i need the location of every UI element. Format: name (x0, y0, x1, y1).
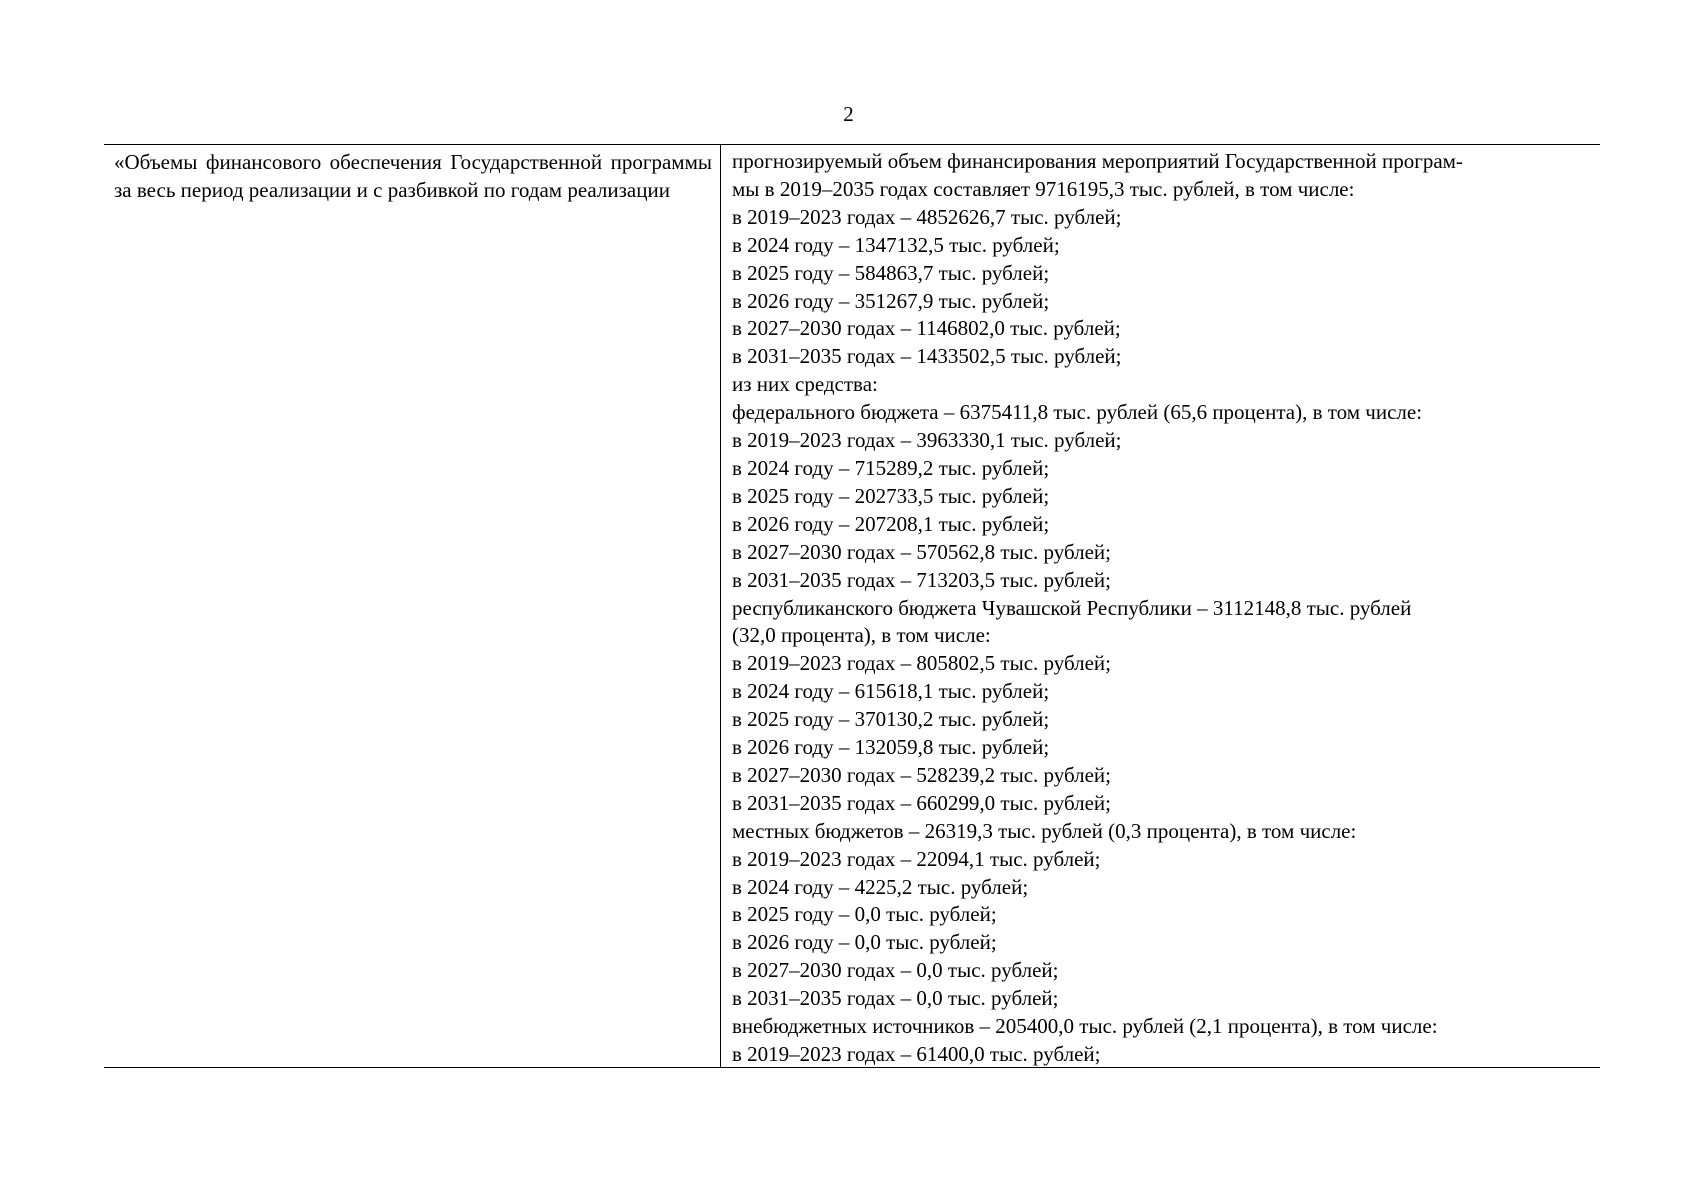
text-line: республиканского бюджета Чувашской Республики – 3112148,8 тыс. рублей (732, 595, 1412, 620)
text-line: в 2019–2023 годах – 805802,5 тыс. рублей; (732, 651, 1111, 676)
text-line: федерального бюджета – 6375411,8 тыс. рублей (65,6 процента), в том числе: (732, 400, 1423, 425)
text-line: в 2027–2030 годах – 1146802,0 тыс. рублей; (732, 316, 1121, 341)
table-cell-label: «Объемы финансового обеспечения Государственной программы за весь период реализации и с разбивкой по годам реализации (104, 145, 721, 1067)
text-line: в 2025 году – 370130,2 тыс. рублей; (732, 707, 1050, 732)
text-line: в 2019–2023 годах – 3963330,1 тыс. рублей; (732, 428, 1122, 453)
text-line: внебюджетных источников – 205400,0 тыс. рублей (2,1 процента), в том числе: (732, 1014, 1438, 1039)
text-line: в 2031–2035 годах – 0,0 тыс. рублей; (732, 986, 1059, 1011)
text-line: прогнозируемый объем финансирования мероприятий Государственной програм- (732, 149, 1463, 173)
text-line: в 2026 году – 207208,1 тыс. рублей; (732, 511, 1050, 536)
text-line: в 2026 году – 351267,9 тыс. рублей; (732, 288, 1050, 313)
text-line: в 2031–2035 годах – 1433502,5 тыс. рублей; (732, 344, 1122, 369)
text-line: в 2031–2035 годах – 713203,5 тыс. рублей; (732, 567, 1111, 592)
text-line: местных бюджетов – 26319,3 тыс. рублей (0,3 процента), в том числе: (732, 818, 1357, 843)
text-line: мы в 2019–2035 годах составляет 9716195,3 тыс. рублей, в том числе: (732, 176, 1355, 201)
text-line: в 2025 году – 202733,5 тыс. рублей; (732, 483, 1050, 508)
text-line: в 2026 году – 132059,8 тыс. рублей; (732, 735, 1050, 760)
text-line: в 2019–2023 годах – 61400,0 тыс. рублей; (732, 1042, 1101, 1066)
passport-table (104, 144, 1600, 1068)
table-cell-value (722, 145, 1600, 1067)
text-line: в 2024 году – 715289,2 тыс. рублей; (732, 455, 1050, 480)
text-line: в 2026 году – 0,0 тыс. рублей; (732, 930, 997, 955)
text-line: в 2031–2035 годах – 660299,0 тыс. рублей; (732, 790, 1111, 815)
text-line: в 2025 году – 0,0 тыс. рублей; (732, 902, 997, 927)
text-line: в 2024 году – 4225,2 тыс. рублей; (732, 874, 1029, 899)
text-line: в 2027–2030 годах – 570562,8 тыс. рублей; (732, 539, 1111, 564)
text-line: в 2019–2023 годах – 4852626,7 тыс. рублей; (732, 204, 1122, 229)
text-line: из них средства: (732, 372, 878, 397)
text-line: в 2027–2030 годах – 528239,2 тыс. рублей; (732, 762, 1111, 787)
page-number: 2 (843, 102, 854, 126)
text-line: в 2024 году – 1347132,5 тыс. рублей; (732, 232, 1060, 257)
text-line: в 2025 году – 584863,7 тыс. рублей; (732, 260, 1050, 285)
text-line: в 2024 году – 615618,1 тыс. рублей; (732, 679, 1050, 704)
text-line: в 2027–2030 годах – 0,0 тыс. рублей; (732, 958, 1059, 983)
text-line: в 2019–2023 годах – 22094,1 тыс. рублей; (732, 846, 1101, 871)
text-line: (32,0 процента), в том числе: (732, 623, 991, 648)
